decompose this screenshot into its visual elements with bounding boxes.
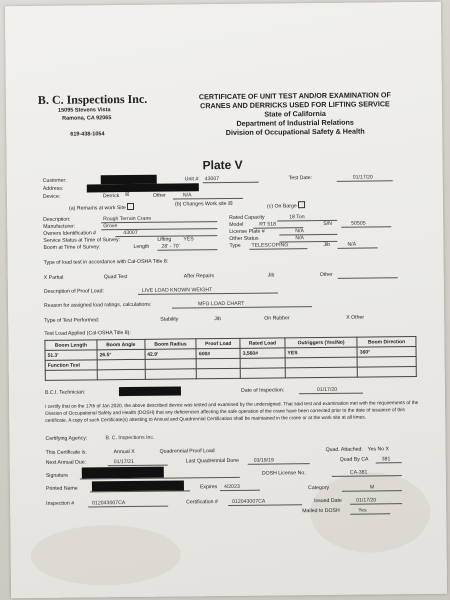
accordance-label: Type of load test in accordance with Cal-OSHA Title 8: bbox=[43, 258, 169, 266]
dosh-license-value: CA-381 bbox=[349, 469, 368, 476]
performed-label: Type of Test Performed: bbox=[44, 317, 100, 324]
type-value: TELESCOPING bbox=[251, 242, 289, 249]
license-value: N/A bbox=[295, 228, 304, 235]
category-label: Category bbox=[307, 484, 330, 492]
other-value: N/A bbox=[182, 192, 192, 199]
x-other-option: X Other bbox=[346, 314, 365, 321]
cert-title-line-5: Division of Occupational Safety & Health bbox=[225, 126, 365, 137]
issued-date-value: 01/17/20 bbox=[356, 497, 377, 504]
cell: 26.5° bbox=[97, 349, 145, 359]
derrick-checkbox[interactable]: ☒ bbox=[124, 192, 130, 199]
jib-underline bbox=[337, 241, 377, 248]
service-status-label: Service Status at Time of Survey: bbox=[43, 237, 121, 244]
quad-attached-value: Yes No X bbox=[367, 446, 390, 453]
company-address-1: 15095 Stevens Vista bbox=[57, 107, 111, 114]
signature-underline bbox=[80, 471, 240, 480]
other-option-underline bbox=[338, 271, 398, 279]
last-quad-value: 03/19/19 bbox=[253, 457, 274, 464]
owners-id-label: Owners Identification # bbox=[43, 230, 97, 237]
reason-label: Reason for assigned load ratings, calculations: bbox=[44, 301, 152, 309]
certification-number-value: 012043007CA bbox=[232, 498, 266, 505]
certification-paragraph: I certify that on the 17th of Jan 2020, the above described device was tested and examined by the undersigned. That said test and examination met with the requirements of the Division of Occupational Safety and Health (DOSH) that any deficiencies affecting the safe operation of the crane have been corrected prior to the date of issuance of this certificate. A copy of such Certificate(s) attesting to Annual and Quadrennial Certification shall be maintained in the crane or at the work site at all times. bbox=[45, 400, 419, 424]
quad-proof-load-label: Quadrennial Proof Load bbox=[159, 448, 215, 455]
unit-value: 43007 bbox=[204, 176, 220, 183]
dosh-license-label: DOSH License No. bbox=[261, 470, 306, 477]
sn-label: S/N bbox=[323, 220, 332, 227]
owners-id-value: 43007 bbox=[123, 229, 138, 237]
cell: 360° bbox=[357, 347, 416, 358]
barge-checkbox[interactable] bbox=[298, 201, 305, 208]
cell: 3,560# bbox=[240, 348, 285, 358]
technician-label: B.C.I. Technician: bbox=[44, 389, 86, 396]
dosh-license-underline bbox=[332, 469, 402, 477]
reason-underline bbox=[172, 300, 312, 308]
barge-label: (c) On Barge bbox=[267, 201, 305, 210]
jib-performed-option: Jib bbox=[214, 316, 221, 323]
type-underline bbox=[249, 242, 307, 250]
header-outriggers: Outriggers (Yes/No) bbox=[285, 337, 357, 348]
on-rubber-option: On Rubber bbox=[264, 315, 290, 322]
length-underline bbox=[157, 243, 217, 251]
other-status-label: Other Status bbox=[229, 235, 259, 242]
load-test-table bbox=[44, 336, 416, 381]
issued-date-underline bbox=[350, 497, 402, 505]
category-value: M bbox=[369, 484, 375, 491]
jib-label: Jib bbox=[323, 241, 331, 248]
expires-value: 4/2023 bbox=[223, 483, 240, 491]
after-repairs: After Repairs bbox=[183, 273, 215, 280]
jib-value: N/A bbox=[347, 241, 357, 248]
test-date-value: 01/17/20 bbox=[352, 174, 373, 181]
cell bbox=[240, 368, 285, 378]
cert-title-line-2: CRANES AND DERRICKS USED FOR LIFTING SERVICE bbox=[200, 99, 390, 111]
x-partial: X Partial bbox=[43, 274, 64, 281]
proof-load-underline bbox=[138, 286, 278, 294]
address-redacted bbox=[87, 183, 199, 192]
cell: 600# bbox=[196, 348, 240, 358]
test-date-label: Test Date: bbox=[288, 175, 313, 182]
cert-title-line-1: CERTIFICATE OF UNIT TEST AND/OR EXAMINATION OF bbox=[198, 90, 391, 102]
mailed-label: Mailed to DOSH bbox=[302, 507, 340, 515]
certification-number-label: Certification # bbox=[186, 499, 218, 506]
remains-checkbox[interactable] bbox=[127, 203, 134, 210]
cell bbox=[145, 359, 197, 370]
length-value: 28' - 70' bbox=[161, 243, 180, 250]
certifying-agency-label: Certifying Agency: bbox=[45, 435, 88, 442]
changes-checkbox[interactable]: ☒ bbox=[227, 200, 233, 207]
mailed-value: Yes bbox=[358, 507, 367, 514]
description-label: Description: bbox=[43, 216, 71, 223]
cert-title-line-3: State of California bbox=[264, 108, 326, 119]
lifting-value: YES bbox=[183, 236, 194, 243]
printed-name-label: Printed Name bbox=[45, 485, 78, 492]
last-quad-label: Last Quadrennial Done bbox=[185, 457, 240, 465]
company-name: B. C. Inspections Inc. bbox=[37, 91, 148, 107]
cell: YES bbox=[285, 347, 357, 358]
other-label: Other bbox=[152, 192, 166, 199]
changes-label: (b) Changes Work site ☒ bbox=[174, 200, 233, 208]
description-value: Rough Terrain Crane bbox=[103, 215, 152, 223]
cell bbox=[357, 357, 416, 368]
technician-redacted bbox=[119, 386, 181, 396]
inspection-number-value: 012043007CA bbox=[92, 500, 126, 507]
jib-option: Jib bbox=[267, 272, 275, 279]
mailed-underline bbox=[350, 507, 390, 514]
derrick-label: Derrick bbox=[102, 193, 120, 200]
next-annual-value: 01/17/21 bbox=[113, 458, 134, 466]
model-label: Model bbox=[229, 221, 244, 228]
rated-capacity-label: Rated Capacity bbox=[229, 214, 265, 221]
customer-label: Customer: bbox=[42, 177, 67, 184]
inspection-number-label: Inspection # bbox=[46, 500, 75, 507]
company-phone: 619-438-1054 bbox=[70, 131, 105, 138]
quad-by-value: 381 bbox=[381, 456, 391, 463]
header-boom-radius: Boom Radius bbox=[145, 339, 197, 350]
date-of-inspection-value: 01/17/20 bbox=[316, 386, 338, 394]
this-certificate-label: This Certificate is: bbox=[45, 449, 87, 456]
header-boom-length: Boom Length bbox=[45, 340, 97, 351]
applied-label: Test Load Applied (Cal-OSHA Title 8): bbox=[44, 329, 131, 337]
cell bbox=[145, 369, 197, 380]
unit-label: Unit #: bbox=[184, 176, 200, 183]
cell bbox=[285, 367, 357, 378]
next-annual-underline bbox=[108, 459, 168, 467]
quad-attached-label: Quad. Attached: bbox=[325, 446, 363, 453]
sn-underline bbox=[341, 220, 391, 228]
sn-value: 50505 bbox=[351, 220, 366, 227]
unit-underline bbox=[203, 176, 259, 184]
address-label: Address: bbox=[42, 185, 64, 192]
category-underline bbox=[342, 484, 402, 492]
cell: Function Test bbox=[45, 360, 97, 371]
rated-capacity-value: 18 Ton bbox=[289, 214, 305, 221]
other-option: Other bbox=[319, 271, 333, 279]
license-label: License Plate # bbox=[229, 228, 265, 235]
cert-title-line-4: Department of Industrial Relations bbox=[236, 117, 354, 128]
lifting-label: Lifting bbox=[157, 236, 172, 243]
expires-underline bbox=[220, 484, 260, 491]
cell bbox=[197, 368, 241, 378]
company-address-2: Ramona, CA 92065 bbox=[62, 115, 112, 122]
cell bbox=[357, 367, 416, 378]
inspection-number-underline bbox=[88, 500, 168, 508]
header-boom-direction: Boom Direction bbox=[357, 337, 416, 348]
cell bbox=[97, 359, 145, 369]
reason-value: MFG LOAD CHART bbox=[198, 300, 245, 308]
issued-date-label: Issued Date bbox=[314, 497, 342, 505]
boom-survey-label: Boom at Time of Survey: bbox=[43, 244, 101, 251]
annual-x: Annual X bbox=[113, 448, 135, 456]
signature-label: Signature bbox=[45, 472, 69, 479]
device-label: Device: bbox=[42, 193, 61, 200]
test-date-underline bbox=[337, 174, 393, 182]
length-label: Length bbox=[133, 243, 150, 250]
certificate-sheet bbox=[5, 2, 447, 599]
header-rated-load: Rated Load bbox=[240, 338, 285, 348]
stability-option: Stability bbox=[160, 316, 179, 323]
quad-test: Quad Test bbox=[103, 274, 128, 281]
date-underline bbox=[299, 387, 363, 395]
type-label: Type bbox=[229, 242, 241, 249]
proof-load-value: LIVE LOAD KNOWN WEIGHT bbox=[141, 287, 213, 294]
manufacturer-label: Manufacturer: bbox=[43, 223, 76, 230]
certification-number-underline bbox=[228, 498, 302, 506]
manufacturer-value: Grove bbox=[103, 223, 118, 230]
plate-title: Plate V bbox=[202, 157, 243, 173]
remains-label: (a) Remains at work Site bbox=[69, 203, 134, 212]
cell bbox=[197, 358, 241, 368]
header-boom-angle: Boom Angle bbox=[97, 339, 145, 349]
quad-by-label: Quad By CA bbox=[339, 456, 369, 463]
cell: 51.3' bbox=[45, 350, 97, 361]
certifying-agency-value: B. C. Inspections Inc. bbox=[105, 434, 155, 442]
expires-label: Expires bbox=[199, 484, 218, 491]
printed-name-underline bbox=[90, 484, 190, 492]
paper-stain bbox=[30, 524, 181, 586]
cell bbox=[45, 370, 97, 381]
cell bbox=[240, 358, 285, 368]
quad-by-underline bbox=[376, 456, 402, 463]
other-underline bbox=[173, 192, 243, 200]
proof-load-label: Description of Proof Load: bbox=[43, 288, 104, 295]
cell bbox=[97, 369, 145, 379]
header-proof-load: Proof Load bbox=[196, 338, 240, 348]
last-quad-underline bbox=[248, 457, 310, 465]
date-of-inspection-label: Date of Inspection: bbox=[240, 387, 285, 394]
other-status-value: N/A bbox=[295, 235, 305, 242]
next-annual-label: Next Annual Due: bbox=[45, 459, 87, 466]
model-value: RT 518 bbox=[259, 221, 277, 228]
cell: 42.9' bbox=[145, 349, 197, 360]
